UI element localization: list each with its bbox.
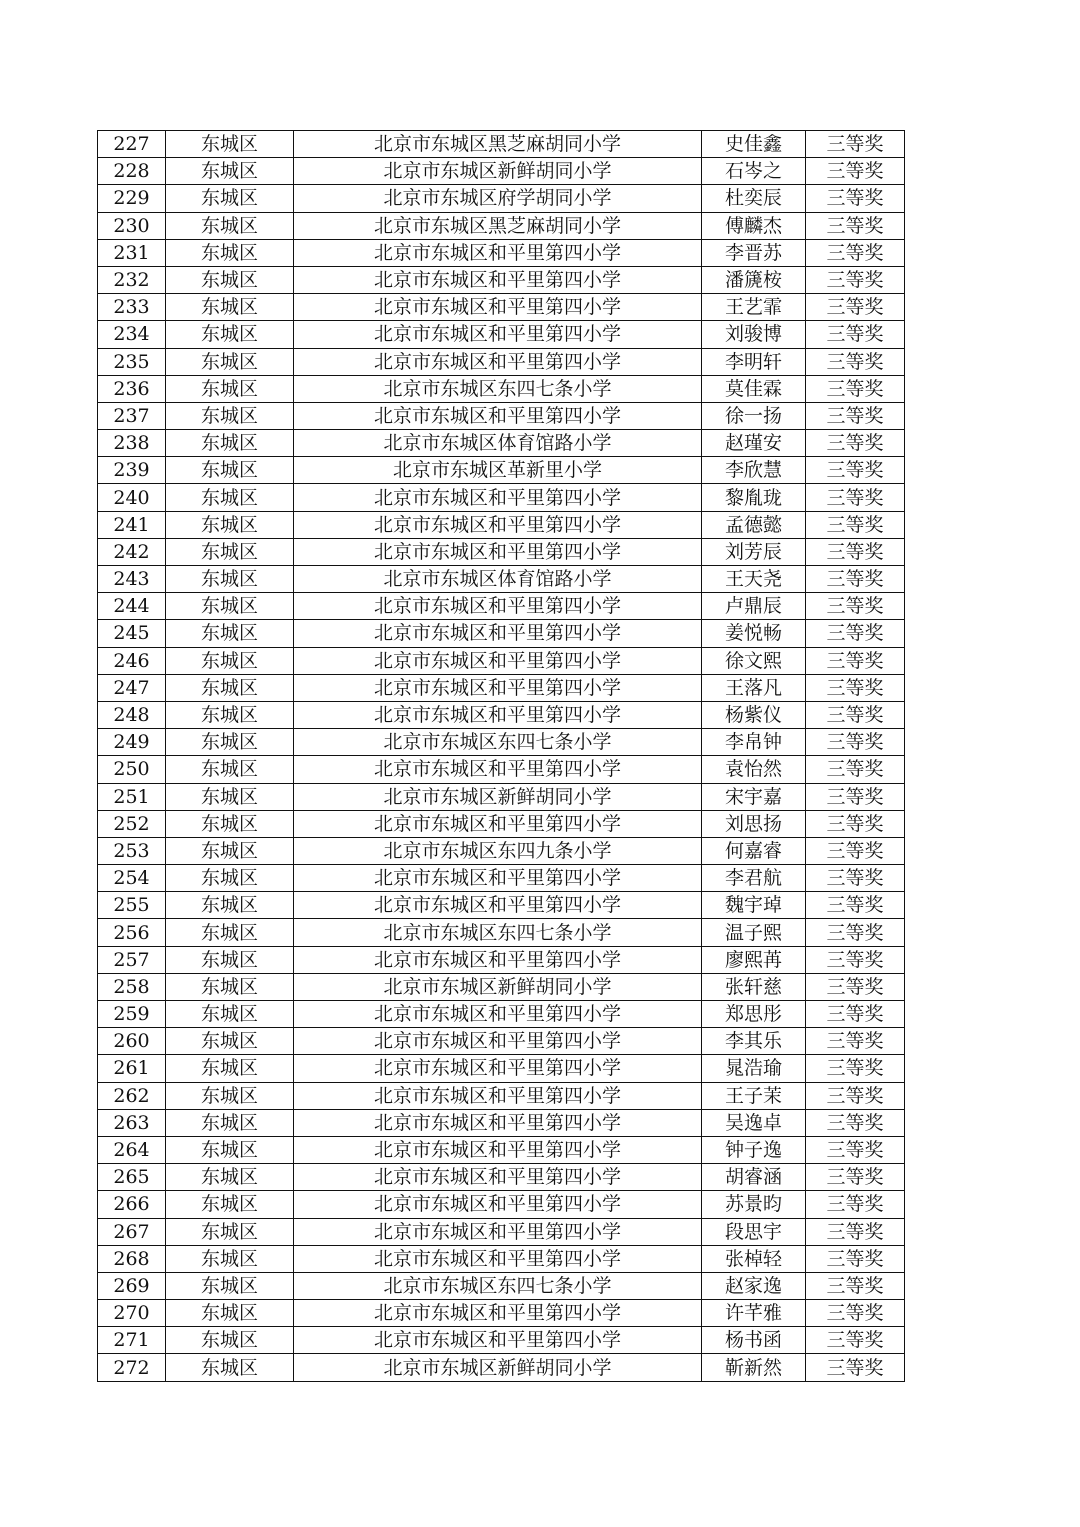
- table-body: [98, 131, 905, 1382]
- student-name-cell: 史佳鑫: [702, 131, 806, 158]
- school-cell: 北京市东城区和平里第四小学: [294, 1082, 702, 1109]
- school-cell: 北京市东城区和平里第四小学: [294, 1191, 702, 1218]
- table-row: [98, 946, 905, 973]
- student-name-cell: 孟德懿: [702, 511, 806, 538]
- student-name-cell: 刘思扬: [702, 810, 806, 837]
- award-cell: 三等奖: [806, 1218, 905, 1245]
- table-row: [98, 402, 905, 429]
- district-cell: 东城区: [166, 865, 294, 892]
- award-cell: 三等奖: [806, 538, 905, 565]
- table-row: [98, 348, 905, 375]
- district-cell: 东城区: [166, 674, 294, 701]
- award-cell: 三等奖: [806, 1082, 905, 1109]
- award-cell: 三等奖: [806, 1300, 905, 1327]
- row-number-cell: 266: [98, 1191, 166, 1218]
- school-cell: 北京市东城区东四七条小学: [294, 1272, 702, 1299]
- district-cell: 东城区: [166, 1136, 294, 1163]
- row-number-cell: 262: [98, 1082, 166, 1109]
- row-number-cell: 252: [98, 810, 166, 837]
- student-name-cell: 杜奕辰: [702, 185, 806, 212]
- table-row: [98, 892, 905, 919]
- school-cell: 北京市东城区新鲜胡同小学: [294, 1354, 702, 1381]
- table-row: [98, 484, 905, 511]
- school-cell: 北京市东城区府学胡同小学: [294, 185, 702, 212]
- school-cell: 北京市东城区和平里第四小学: [294, 1218, 702, 1245]
- award-cell: 三等奖: [806, 266, 905, 293]
- district-cell: 东城区: [166, 158, 294, 185]
- school-cell: 北京市东城区和平里第四小学: [294, 348, 702, 375]
- school-cell: 北京市东城区革新里小学: [294, 457, 702, 484]
- district-cell: 东城区: [166, 810, 294, 837]
- row-number-cell: 228: [98, 158, 166, 185]
- table-row: [98, 1028, 905, 1055]
- school-cell: 北京市东城区和平里第四小学: [294, 1164, 702, 1191]
- award-cell: 三等奖: [806, 321, 905, 348]
- school-cell: 北京市东城区体育馆路小学: [294, 430, 702, 457]
- student-name-cell: 李君航: [702, 865, 806, 892]
- table-row: [98, 1272, 905, 1299]
- award-cell: 三等奖: [806, 701, 905, 728]
- student-name-cell: 王艺霏: [702, 294, 806, 321]
- district-cell: 东城区: [166, 430, 294, 457]
- row-number-cell: 235: [98, 348, 166, 375]
- table-row: [98, 1245, 905, 1272]
- student-name-cell: 潘篪桉: [702, 266, 806, 293]
- row-number-cell: 249: [98, 729, 166, 756]
- school-cell: 北京市东城区和平里第四小学: [294, 593, 702, 620]
- district-cell: 东城区: [166, 566, 294, 593]
- district-cell: 东城区: [166, 457, 294, 484]
- student-name-cell: 赵家逸: [702, 1272, 806, 1299]
- table-row: [98, 538, 905, 565]
- district-cell: 东城区: [166, 294, 294, 321]
- district-cell: 东城区: [166, 701, 294, 728]
- student-name-cell: 晁浩瑜: [702, 1055, 806, 1082]
- award-cell: 三等奖: [806, 1245, 905, 1272]
- student-name-cell: 张轩慈: [702, 973, 806, 1000]
- school-cell: 北京市东城区和平里第四小学: [294, 321, 702, 348]
- award-cell: 三等奖: [806, 511, 905, 538]
- table-row: [98, 1164, 905, 1191]
- table-row: [98, 321, 905, 348]
- district-cell: 东城区: [166, 919, 294, 946]
- student-name-cell: 袁怡然: [702, 756, 806, 783]
- school-cell: 北京市东城区和平里第四小学: [294, 294, 702, 321]
- school-cell: 北京市东城区和平里第四小学: [294, 620, 702, 647]
- school-cell: 北京市东城区和平里第四小学: [294, 266, 702, 293]
- student-name-cell: 郑思彤: [702, 1001, 806, 1028]
- award-cell: 三等奖: [806, 783, 905, 810]
- row-number-cell: 233: [98, 294, 166, 321]
- student-name-cell: 苏景昀: [702, 1191, 806, 1218]
- row-number-cell: 246: [98, 647, 166, 674]
- district-cell: 东城区: [166, 837, 294, 864]
- award-cell: 三等奖: [806, 647, 905, 674]
- student-name-cell: 杨书函: [702, 1327, 806, 1354]
- row-number-cell: 242: [98, 538, 166, 565]
- award-cell: 三等奖: [806, 1164, 905, 1191]
- table-row: [98, 1300, 905, 1327]
- school-cell: 北京市东城区东四七条小学: [294, 729, 702, 756]
- award-cell: 三等奖: [806, 810, 905, 837]
- row-number-cell: 267: [98, 1218, 166, 1245]
- table-row: [98, 973, 905, 1000]
- award-cell: 三等奖: [806, 593, 905, 620]
- table-row: [98, 810, 905, 837]
- school-cell: 北京市东城区体育馆路小学: [294, 566, 702, 593]
- row-number-cell: 232: [98, 266, 166, 293]
- table-row: [98, 1082, 905, 1109]
- row-number-cell: 240: [98, 484, 166, 511]
- school-cell: 北京市东城区和平里第四小学: [294, 1001, 702, 1028]
- table-row: [98, 1109, 905, 1136]
- table-row: [98, 783, 905, 810]
- row-number-cell: 230: [98, 212, 166, 239]
- school-cell: 北京市东城区和平里第四小学: [294, 511, 702, 538]
- row-number-cell: 234: [98, 321, 166, 348]
- table-row: [98, 294, 905, 321]
- district-cell: 东城区: [166, 1300, 294, 1327]
- student-name-cell: 王落凡: [702, 674, 806, 701]
- award-cell: 三等奖: [806, 1109, 905, 1136]
- table-row: [98, 566, 905, 593]
- row-number-cell: 247: [98, 674, 166, 701]
- district-cell: 东城区: [166, 1082, 294, 1109]
- row-number-cell: 227: [98, 131, 166, 158]
- district-cell: 东城区: [166, 1272, 294, 1299]
- row-number-cell: 270: [98, 1300, 166, 1327]
- student-name-cell: 傅麟杰: [702, 212, 806, 239]
- award-cell: 三等奖: [806, 1327, 905, 1354]
- table-row: [98, 647, 905, 674]
- student-name-cell: 李欣慧: [702, 457, 806, 484]
- student-name-cell: 李帛钟: [702, 729, 806, 756]
- school-cell: 北京市东城区黑芝麻胡同小学: [294, 212, 702, 239]
- award-cell: 三等奖: [806, 1354, 905, 1381]
- award-cell: 三等奖: [806, 919, 905, 946]
- row-number-cell: 264: [98, 1136, 166, 1163]
- student-name-cell: 刘芳辰: [702, 538, 806, 565]
- row-number-cell: 255: [98, 892, 166, 919]
- district-cell: 东城区: [166, 1001, 294, 1028]
- award-table: [97, 130, 905, 1382]
- award-cell: 三等奖: [806, 348, 905, 375]
- student-name-cell: 廖熙苒: [702, 946, 806, 973]
- award-cell: 三等奖: [806, 566, 905, 593]
- student-name-cell: 刘骏博: [702, 321, 806, 348]
- school-cell: 北京市东城区和平里第四小学: [294, 402, 702, 429]
- school-cell: 北京市东城区和平里第四小学: [294, 1327, 702, 1354]
- student-name-cell: 李明轩: [702, 348, 806, 375]
- student-name-cell: 石岑之: [702, 158, 806, 185]
- table-row: [98, 430, 905, 457]
- school-cell: 北京市东城区东四七条小学: [294, 919, 702, 946]
- table-row: [98, 1136, 905, 1163]
- table-row: [98, 1218, 905, 1245]
- school-cell: 北京市东城区和平里第四小学: [294, 674, 702, 701]
- row-number-cell: 229: [98, 185, 166, 212]
- award-cell: 三等奖: [806, 158, 905, 185]
- row-number-cell: 243: [98, 566, 166, 593]
- district-cell: 东城区: [166, 756, 294, 783]
- table-row: [98, 1001, 905, 1028]
- table-row: [98, 457, 905, 484]
- row-number-cell: 248: [98, 701, 166, 728]
- student-name-cell: 许芊雅: [702, 1300, 806, 1327]
- student-name-cell: 赵瑾安: [702, 430, 806, 457]
- district-cell: 东城区: [166, 647, 294, 674]
- award-cell: 三等奖: [806, 430, 905, 457]
- award-cell: 三等奖: [806, 865, 905, 892]
- row-number-cell: 260: [98, 1028, 166, 1055]
- row-number-cell: 257: [98, 946, 166, 973]
- district-cell: 东城区: [166, 1109, 294, 1136]
- school-cell: 北京市东城区和平里第四小学: [294, 1245, 702, 1272]
- award-cell: 三等奖: [806, 185, 905, 212]
- school-cell: 北京市东城区黑芝麻胡同小学: [294, 131, 702, 158]
- school-cell: 北京市东城区和平里第四小学: [294, 701, 702, 728]
- table-row: [98, 158, 905, 185]
- student-name-cell: 徐文熙: [702, 647, 806, 674]
- row-number-cell: 231: [98, 239, 166, 266]
- school-cell: 北京市东城区和平里第四小学: [294, 1136, 702, 1163]
- award-cell: 三等奖: [806, 837, 905, 864]
- table-row: [98, 674, 905, 701]
- row-number-cell: 261: [98, 1055, 166, 1082]
- table-row: [98, 511, 905, 538]
- district-cell: 东城区: [166, 593, 294, 620]
- table-row: [98, 1191, 905, 1218]
- table-row: [98, 1055, 905, 1082]
- district-cell: 东城区: [166, 321, 294, 348]
- district-cell: 东城区: [166, 946, 294, 973]
- row-number-cell: 269: [98, 1272, 166, 1299]
- row-number-cell: 272: [98, 1354, 166, 1381]
- table-row: [98, 1354, 905, 1381]
- student-name-cell: 温子熙: [702, 919, 806, 946]
- student-name-cell: 钟子逸: [702, 1136, 806, 1163]
- district-cell: 东城区: [166, 131, 294, 158]
- award-cell: 三等奖: [806, 375, 905, 402]
- school-cell: 北京市东城区和平里第四小学: [294, 946, 702, 973]
- district-cell: 东城区: [166, 402, 294, 429]
- row-number-cell: 263: [98, 1109, 166, 1136]
- row-number-cell: 239: [98, 457, 166, 484]
- district-cell: 东城区: [166, 1028, 294, 1055]
- row-number-cell: 241: [98, 511, 166, 538]
- district-cell: 东城区: [166, 1055, 294, 1082]
- student-name-cell: 王天尧: [702, 566, 806, 593]
- table-row: [98, 837, 905, 864]
- table-row: [98, 865, 905, 892]
- award-cell: 三等奖: [806, 484, 905, 511]
- district-cell: 东城区: [166, 185, 294, 212]
- student-name-cell: 莫佳霖: [702, 375, 806, 402]
- district-cell: 东城区: [166, 1245, 294, 1272]
- table-row: [98, 185, 905, 212]
- student-name-cell: 吴逸卓: [702, 1109, 806, 1136]
- award-cell: 三等奖: [806, 402, 905, 429]
- row-number-cell: 238: [98, 430, 166, 457]
- student-name-cell: 靳新然: [702, 1354, 806, 1381]
- student-name-cell: 胡睿涵: [702, 1164, 806, 1191]
- school-cell: 北京市东城区和平里第四小学: [294, 865, 702, 892]
- student-name-cell: 何嘉睿: [702, 837, 806, 864]
- table-row: [98, 593, 905, 620]
- award-cell: 三等奖: [806, 131, 905, 158]
- student-name-cell: 黎胤珑: [702, 484, 806, 511]
- district-cell: 东城区: [166, 212, 294, 239]
- award-cell: 三等奖: [806, 457, 905, 484]
- award-cell: 三等奖: [806, 294, 905, 321]
- award-cell: 三等奖: [806, 620, 905, 647]
- school-cell: 北京市东城区新鲜胡同小学: [294, 158, 702, 185]
- row-number-cell: 250: [98, 756, 166, 783]
- row-number-cell: 237: [98, 402, 166, 429]
- student-name-cell: 张棹轻: [702, 1245, 806, 1272]
- student-name-cell: 姜悦畅: [702, 620, 806, 647]
- row-number-cell: 256: [98, 919, 166, 946]
- table-row: [98, 131, 905, 158]
- award-cell: 三等奖: [806, 1055, 905, 1082]
- award-cell: 三等奖: [806, 946, 905, 973]
- award-cell: 三等奖: [806, 729, 905, 756]
- award-cell: 三等奖: [806, 892, 905, 919]
- award-cell: 三等奖: [806, 973, 905, 1000]
- student-name-cell: 徐一扬: [702, 402, 806, 429]
- school-cell: 北京市东城区和平里第四小学: [294, 810, 702, 837]
- award-cell: 三等奖: [806, 1191, 905, 1218]
- row-number-cell: 244: [98, 593, 166, 620]
- row-number-cell: 271: [98, 1327, 166, 1354]
- table-row: [98, 1327, 905, 1354]
- district-cell: 东城区: [166, 1354, 294, 1381]
- award-cell: 三等奖: [806, 1028, 905, 1055]
- row-number-cell: 259: [98, 1001, 166, 1028]
- row-number-cell: 265: [98, 1164, 166, 1191]
- table-row: [98, 375, 905, 402]
- district-cell: 东城区: [166, 538, 294, 565]
- district-cell: 东城区: [166, 375, 294, 402]
- table-row: [98, 620, 905, 647]
- district-cell: 东城区: [166, 1218, 294, 1245]
- award-cell: 三等奖: [806, 212, 905, 239]
- table-row: [98, 919, 905, 946]
- student-name-cell: 宋宇嘉: [702, 783, 806, 810]
- row-number-cell: 245: [98, 620, 166, 647]
- district-cell: 东城区: [166, 484, 294, 511]
- district-cell: 东城区: [166, 783, 294, 810]
- award-cell: 三等奖: [806, 1001, 905, 1028]
- district-cell: 东城区: [166, 511, 294, 538]
- table-row: [98, 239, 905, 266]
- district-cell: 东城区: [166, 620, 294, 647]
- student-name-cell: 段思宇: [702, 1218, 806, 1245]
- school-cell: 北京市东城区和平里第四小学: [294, 1055, 702, 1082]
- school-cell: 北京市东城区和平里第四小学: [294, 647, 702, 674]
- table-row: [98, 266, 905, 293]
- row-number-cell: 254: [98, 865, 166, 892]
- school-cell: 北京市东城区和平里第四小学: [294, 892, 702, 919]
- award-cell: 三等奖: [806, 756, 905, 783]
- row-number-cell: 258: [98, 973, 166, 1000]
- table-row: [98, 756, 905, 783]
- row-number-cell: 253: [98, 837, 166, 864]
- district-cell: 东城区: [166, 1164, 294, 1191]
- school-cell: 北京市东城区和平里第四小学: [294, 484, 702, 511]
- row-number-cell: 251: [98, 783, 166, 810]
- award-cell: 三等奖: [806, 1272, 905, 1299]
- student-name-cell: 王子茉: [702, 1082, 806, 1109]
- district-cell: 东城区: [166, 729, 294, 756]
- row-number-cell: 268: [98, 1245, 166, 1272]
- table-row: [98, 701, 905, 728]
- award-cell: 三等奖: [806, 1136, 905, 1163]
- district-cell: 东城区: [166, 1327, 294, 1354]
- school-cell: 北京市东城区东四七条小学: [294, 375, 702, 402]
- school-cell: 北京市东城区新鲜胡同小学: [294, 973, 702, 1000]
- school-cell: 北京市东城区和平里第四小学: [294, 239, 702, 266]
- student-name-cell: 卢鼎辰: [702, 593, 806, 620]
- award-cell: 三等奖: [806, 239, 905, 266]
- school-cell: 北京市东城区和平里第四小学: [294, 756, 702, 783]
- student-name-cell: 李其乐: [702, 1028, 806, 1055]
- table-row: [98, 212, 905, 239]
- school-cell: 北京市东城区和平里第四小学: [294, 538, 702, 565]
- student-name-cell: 李晋苏: [702, 239, 806, 266]
- school-cell: 北京市东城区和平里第四小学: [294, 1300, 702, 1327]
- school-cell: 北京市东城区和平里第四小学: [294, 1109, 702, 1136]
- district-cell: 东城区: [166, 348, 294, 375]
- award-cell: 三等奖: [806, 674, 905, 701]
- district-cell: 东城区: [166, 1191, 294, 1218]
- school-cell: 北京市东城区新鲜胡同小学: [294, 783, 702, 810]
- student-name-cell: 魏宇琸: [702, 892, 806, 919]
- school-cell: 北京市东城区东四九条小学: [294, 837, 702, 864]
- district-cell: 东城区: [166, 266, 294, 293]
- row-number-cell: 236: [98, 375, 166, 402]
- district-cell: 东城区: [166, 892, 294, 919]
- student-name-cell: 杨紫仪: [702, 701, 806, 728]
- table-row: [98, 729, 905, 756]
- district-cell: 东城区: [166, 239, 294, 266]
- school-cell: 北京市东城区和平里第四小学: [294, 1028, 702, 1055]
- district-cell: 东城区: [166, 973, 294, 1000]
